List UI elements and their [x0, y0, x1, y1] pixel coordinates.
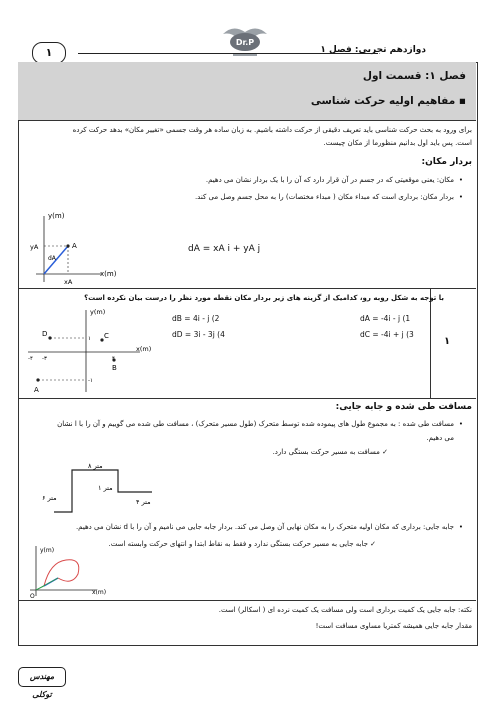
q-graph-x-label: x(m) — [136, 345, 152, 353]
path-label-1m: ۱ متر — [98, 484, 113, 492]
distance-check-1: ✓ مسافت به مسیر حرکت بستگی دارد. — [272, 448, 388, 456]
graph-x-label: x(m) — [100, 270, 117, 278]
option-3: dC = -4i + j (3 — [360, 330, 414, 339]
displacement-graph — [22, 542, 122, 604]
question-graph — [24, 304, 174, 400]
q-point-a: A — [34, 386, 39, 394]
disp-graph-y-label: y(m) — [40, 547, 55, 554]
intro-line-2: است. پس باید اول بدانیم منظورما از مکان چیست. — [323, 139, 472, 147]
q-point-b: B — [112, 364, 117, 372]
position-vector-heading: بردار مکان: — [421, 157, 472, 167]
q-point-c: C — [104, 332, 109, 340]
chapter-title: فصل ۱: قسمت اول — [362, 70, 466, 82]
logo-text: Dr.P — [235, 38, 255, 47]
distance-check-2-text: جابه جایی به مسیر حرکت بستگی ندارد و فقط به نقاط ابتدا و انتهای حرکت وابسته است. — [108, 540, 368, 548]
page-number: ۱ — [32, 42, 66, 64]
option-2: dB = 4i - j (2 — [172, 314, 220, 323]
distance-bullet-1b: می دهیم. — [426, 434, 454, 442]
q-tick-n1: -۱ — [88, 378, 93, 384]
question-number-divider — [430, 288, 431, 398]
signature-badge: مهندس توکلی — [18, 667, 66, 687]
graph-xa: xA — [64, 278, 73, 286]
position-graph — [26, 210, 136, 294]
path-label-8m: ۸ متر — [88, 462, 103, 470]
graph-ya: yA — [30, 243, 39, 251]
distance-bullet-1: • مسافت طی شده : به مجموع طول های پیموده شده توسط متحرک (طول مسیر متحرک) ، مسافت طی شده می گوییم و آن را با l نشان — [34, 418, 454, 430]
intro-line-1: برای ورود به بحث حرکت شناسی باید تعریف دقیقی از حرکت داشته باشیم. به زبان ساده هر وقت جسمی «تغییر مکان» بدهد حرکت کرده — [72, 126, 472, 134]
path-label-6m: ۶ متر — [42, 494, 57, 502]
notes-divider — [18, 600, 476, 601]
disp-graph-origin: O — [30, 593, 35, 600]
disp-graph-x-label: x(m) — [92, 589, 107, 596]
q-tick-1: ۱ — [88, 336, 91, 342]
path-diagram — [40, 460, 170, 524]
note-2: مقدار جابه جایی همیشه کمتریا مساوی مسافت است! — [315, 622, 472, 630]
logo — [219, 20, 271, 60]
header-title: دوازدهم تجربی: فصل ۱ — [320, 45, 426, 55]
header-divider — [78, 53, 378, 54]
q-tick-n3: -۳ — [42, 356, 47, 362]
graph-da: dA — [48, 255, 56, 262]
graph-y-label: y(m) — [48, 212, 65, 220]
position-formula: dA = xA i + yA j — [188, 244, 261, 254]
position-bullet-1: • مکان: یعنی موقعیتی که در جسم در آن قرار دارد که آن را با یک بردار نشان می دهیم. — [34, 174, 454, 186]
section-subtitle: ▪ مفاهیم اولیه حرکت شناسی — [310, 95, 466, 107]
option-4: dD = 3i - 3j (4 — [172, 330, 225, 339]
displacement-bullet: • جابه جایی: برداری که مکان اولیه متحرک را به مکان نهایی آن وصل می کند. بردار جابه جایی می نامیم و آن را با d نشان می دهیم. — [34, 521, 454, 533]
q-tick-n4: -۴ — [28, 356, 33, 362]
path-label-4m: ۴ متر — [136, 498, 151, 506]
question-top-divider — [18, 288, 476, 289]
q-point-d: D — [42, 330, 48, 338]
option-1: dA = -4i - j (1 — [360, 314, 411, 323]
q-graph-y-label: y(m) — [90, 308, 106, 316]
distance-heading: مسافت طی شده و جابه جایی: — [335, 402, 472, 412]
position-bullet-2: • بردار مکان: برداری است که مبداء مکان ( مبداء مختصات) را به محل جسم وصل می کند. — [34, 191, 454, 203]
question-text: با توجه به شکل روبه رو، کدامیک از گزینه های زیر بردار مکان نقطه مورد نظر را درست بیان نکرده است؟ — [84, 294, 444, 302]
note-1: نکته: جابه جایی یک کمیت برداری است ولی مسافت یک کمیت نرده ای ( اسکالر) است. — [218, 606, 472, 614]
q-tick-4: ۴ — [112, 356, 115, 362]
graph-point-a: A — [72, 242, 77, 250]
question-number: ۱ — [444, 336, 451, 347]
distance-check-2: ✓ جابه جایی به مسیر حرکت بستگی ندارد و فقط به نقاط ابتدا و انتهای حرکت وابسته است. — [108, 540, 376, 548]
distance-check-1-text: مسافت به مسیر حرکت بستگی دارد. — [272, 448, 380, 456]
